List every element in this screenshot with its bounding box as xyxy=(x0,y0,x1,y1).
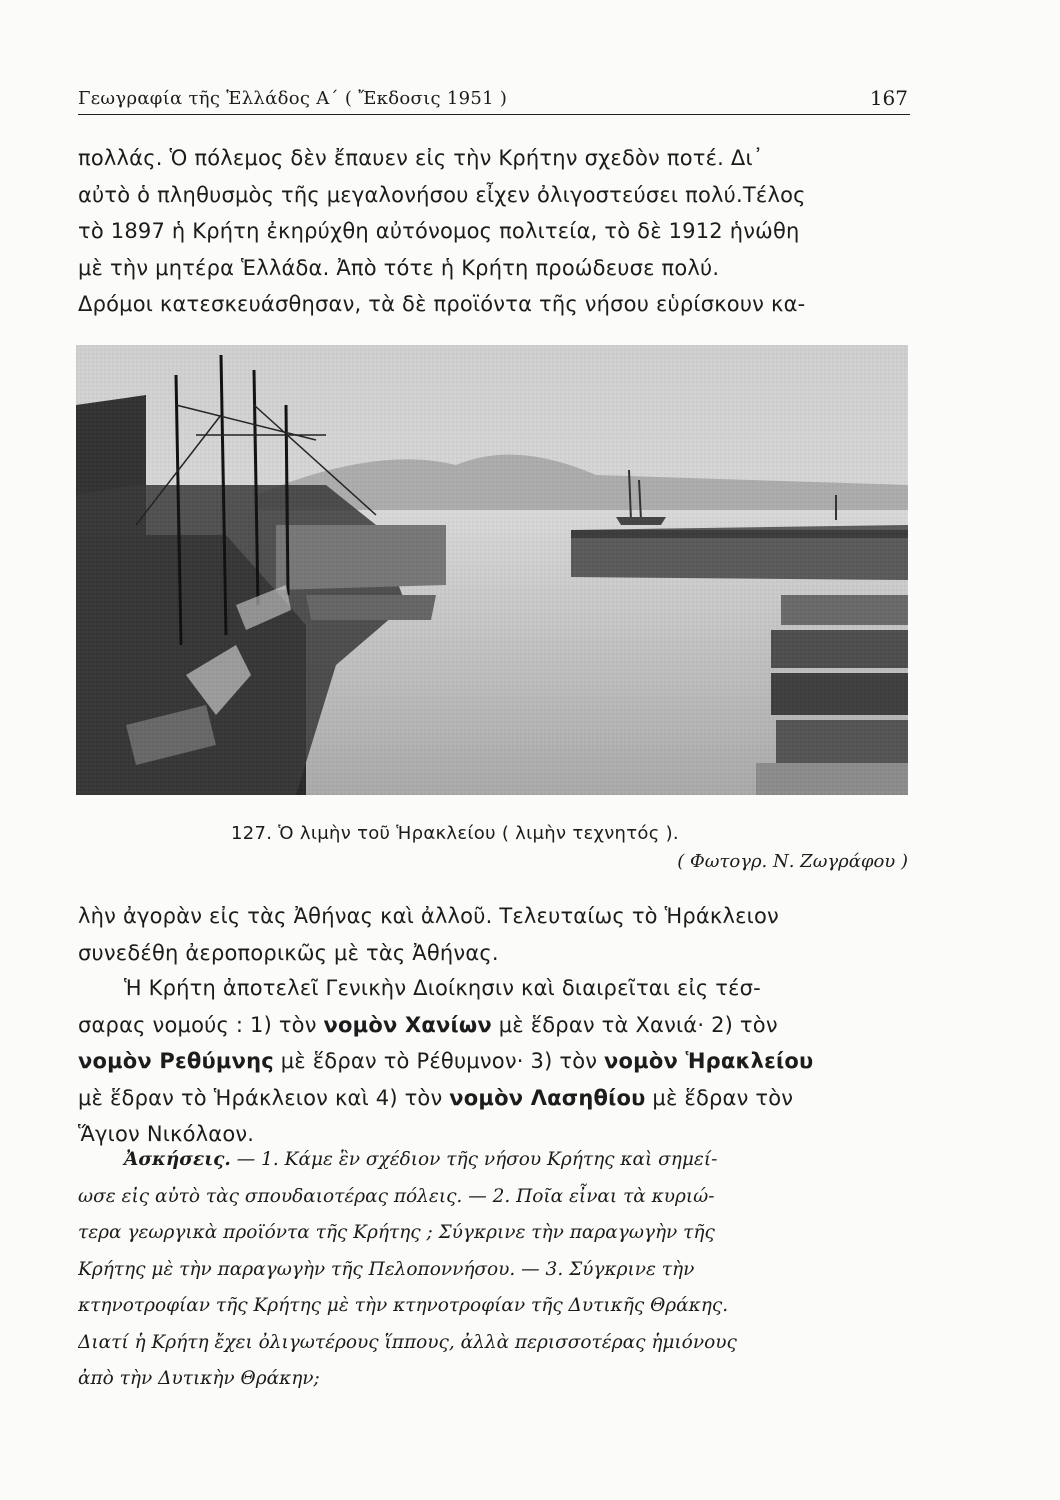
text-line: πολλάς. Ὁ πόλεμος δὲν ἔπαυεν εἰς τὴν Κρήτην σχεδὸν ποτέ. Δι᾽ xyxy=(78,146,764,170)
text-segment: σαρας νομούς : 1) τὸν xyxy=(78,1012,324,1037)
text-line: τὸ 1897 ἡ Κρήτη ἐκηρύχθη αὐτόνομος πολιτεία, τὸ δὲ 1912 ἡνώθη xyxy=(78,219,800,243)
text-line: κτηνοτροφίαν τῆς Κρήτης μὲ τὴν κτηνοτροφίαν τῆς Δυτικῆς Θράκης. xyxy=(78,1295,729,1316)
harbor-photograph xyxy=(76,345,908,795)
text-line: συνεδέθη ἀεροπορικῶς μὲ τὰς Ἀθήνας. xyxy=(78,940,499,965)
exercises-heading: Ἀσκήσεις. xyxy=(124,1149,231,1170)
text-segment: μὲ ἕδραν τὸ Ἡράκλειον καὶ 4) τὸν xyxy=(78,1085,450,1110)
top-paragraph xyxy=(78,140,910,323)
text-line: Ἅγιον Νικόλαον. xyxy=(78,1122,255,1146)
text-segment: — 1. Κάμε ἓν σχέδιον τῆς νήσου Κρήτης καὶ σημεί- xyxy=(230,1149,718,1170)
harbor-photo-illustration xyxy=(76,345,908,795)
running-head xyxy=(78,84,910,115)
text-line: αὐτὸ ὁ πληθυσμὸς τῆς μεγαλονήσου εἶχεν ὀλιγοστεύσει πολύ.Τέλος xyxy=(78,182,806,207)
text-line xyxy=(78,1142,910,1179)
text-segment: μὲ ἕδραν τὸν xyxy=(645,1085,794,1110)
page-number: 167 xyxy=(869,86,908,110)
text-line: ωσε εἰς αὐτὸ τὰς σπουδαιοτέρας πόλεις. — 2. Ποῖα εἶναι τὰ κυριώ- xyxy=(78,1185,715,1207)
middle-paragraph xyxy=(78,898,910,971)
text-line: Διατί ἡ Κρήτη ἔχει ὀλιγωτέρους ἵππους, ἀλλὰ περισσοτέρας ἡμιόνους xyxy=(78,1331,737,1353)
text-line: μὲ τὴν μητέρα Ἑλλάδα. Ἀπὸ τότε ἡ Κρήτη προώδευσε πολύ. xyxy=(78,255,720,280)
text-line: λὴν ἀγορὰν εἰς τὰς Ἀθήνας καὶ ἀλλοῦ. Τελευταίως τὸ Ἡράκλειον xyxy=(78,904,779,928)
text-segment: μὲ ἕδραν τὸ Ρέθυμνον· 3) τὸν xyxy=(273,1049,605,1073)
text-line xyxy=(78,1043,910,1080)
text-line: Κρήτης μὲ τὴν παραγωγὴν τῆς Πελοποννήσου. — 3. Σύγκρινε τὴν xyxy=(78,1258,695,1280)
prefecture-chania: νομὸν Χανίων xyxy=(323,1012,492,1037)
text-line: ἀπὸ τὴν Δυτικὴν Θράκην; xyxy=(78,1368,320,1389)
text-line xyxy=(78,1080,910,1117)
running-title: Γεωγραφία τῆς Ἑλλάδος Α΄ ( Ἔκδοσις 1951 ) xyxy=(78,88,508,109)
prefecture-lasithi: νομὸν Λασηθίου xyxy=(449,1085,646,1110)
photo-credit: ( Φωτογρ. Ν. Ζωγράφου ) xyxy=(677,851,908,872)
prefecture-heraklion: νομὸν Ἡρακλείου xyxy=(604,1049,814,1073)
figure-caption: 127. Ὁ λιμὴν τοῦ Ἡρακλείου ( λιμὴν τεχνητός ). xyxy=(231,823,679,844)
text-line: τερα γεωργικὰ προϊόντα τῆς Κρήτης ; Σύγκρινε τὴν παραγωγὴν τῆς xyxy=(78,1222,715,1243)
text-line xyxy=(78,1007,910,1044)
prefectures-paragraph xyxy=(78,970,910,1153)
exercises-section xyxy=(78,1142,910,1398)
prefecture-rethymno: νομὸν Ρεθύμνης xyxy=(78,1049,274,1073)
text-line: Δρόμοι κατεσκευάσθησαν, τὰ δὲ προϊόντα τῆς νήσου εὑρίσκουν κα- xyxy=(78,292,806,316)
text-line: Ἡ Κρήτη ἀποτελεῖ Γενικὴν Διοίκησιν καὶ διαιρεῖται εἰς τέσ- xyxy=(124,976,761,1000)
text-segment: μὲ ἕδραν τὰ Χανιά· 2) τὸν xyxy=(491,1012,778,1037)
